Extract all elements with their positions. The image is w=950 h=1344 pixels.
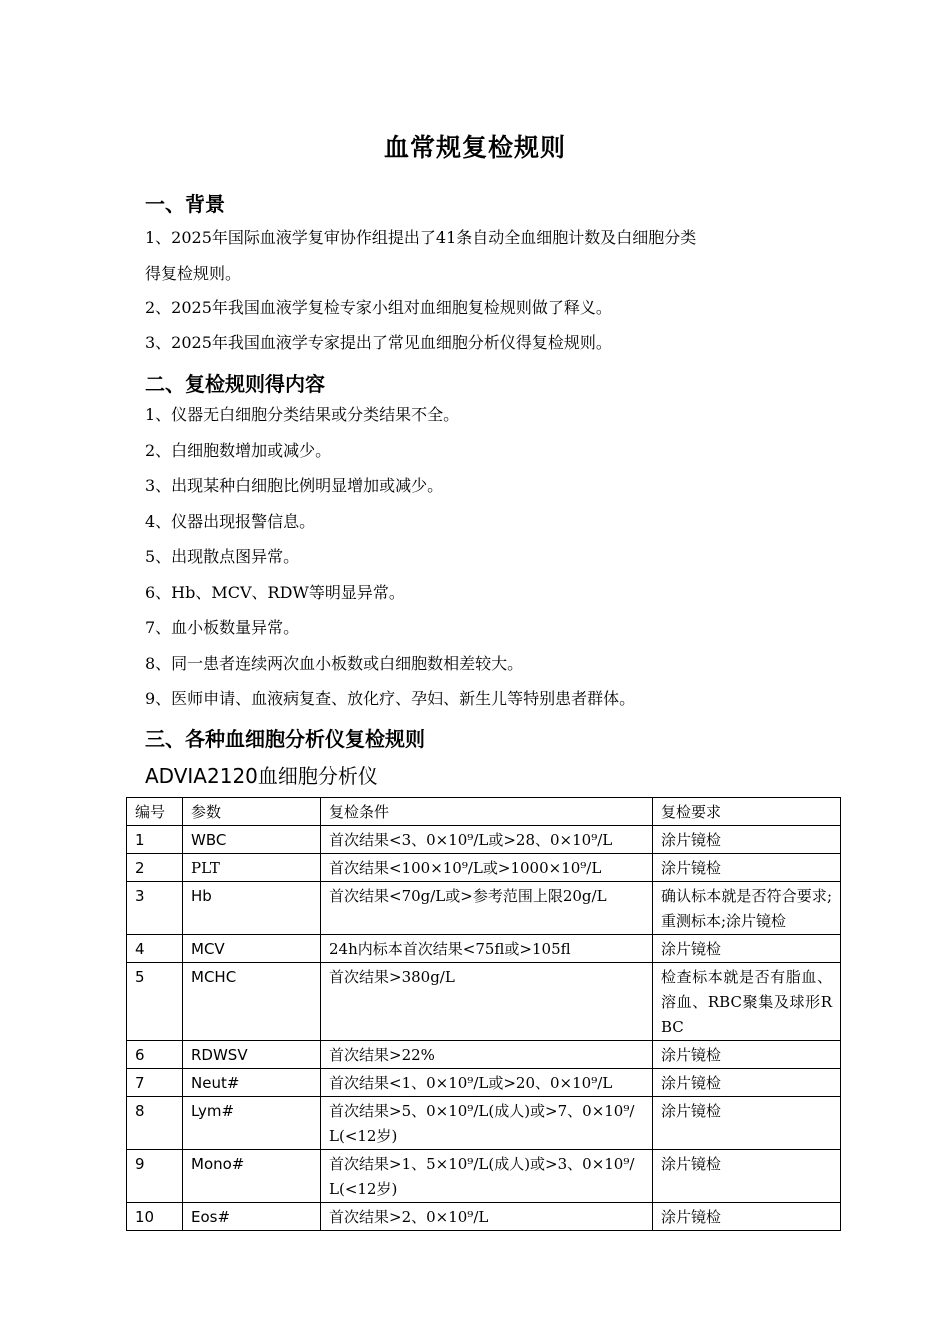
- paragraph: 1、仪器无白细胞分类结果或分类结果不全。: [145, 405, 460, 424]
- table-cell: MCHC: [183, 963, 321, 1041]
- table-row: [127, 854, 841, 882]
- table-row: [127, 935, 841, 963]
- table-cell: 涂片镜检: [653, 826, 841, 854]
- paragraph: 2、2025年我国血液学复检专家小组对血细胞复检规则做了释义。: [145, 298, 612, 317]
- table-row: [127, 882, 841, 935]
- table-cell: 首次结果<1、0×10⁹/L或>20、0×10⁹/L: [321, 1069, 653, 1097]
- table-cell: 涂片镜检: [653, 1097, 841, 1150]
- table-cell: 3: [127, 882, 183, 935]
- paragraph: 2、白细胞数增加或减少。: [145, 441, 332, 460]
- table-cell: 6: [127, 1041, 183, 1069]
- column-header: 复检条件: [321, 798, 653, 826]
- paragraph: 1、2025年国际血液学复审协作组提出了41条自动全血细胞计数及白细胞分类: [145, 228, 697, 247]
- column-header: 参数: [183, 798, 321, 826]
- table-cell: 首次结果<100×10⁹/L或>1000×10⁹/L: [321, 854, 653, 882]
- table-row: [127, 1069, 841, 1097]
- table-cell: 涂片镜检: [653, 1150, 841, 1203]
- column-header: 编号: [127, 798, 183, 826]
- table-row: [127, 1203, 841, 1231]
- table-cell: 涂片镜检: [653, 1041, 841, 1069]
- table-cell: Hb: [183, 882, 321, 935]
- page-title: 血常规复检规则: [383, 133, 566, 162]
- section-heading-content: 二、复检规则得内容: [145, 372, 325, 396]
- table-cell: 检查标本就是否有脂血、溶血、RBC聚集及球形RBC: [653, 963, 841, 1041]
- paragraph: 得复检规则。: [145, 264, 242, 283]
- table-cell: Neut#: [183, 1069, 321, 1097]
- table-cell: Lym#: [183, 1097, 321, 1150]
- section-heading-rules: 三、各种血细胞分析仪复检规则: [145, 727, 425, 751]
- table-cell: WBC: [183, 826, 321, 854]
- table-cell: 1: [127, 826, 183, 854]
- paragraph: 5、出现散点图异常。: [145, 547, 300, 566]
- table-cell: 7: [127, 1069, 183, 1097]
- table-cell: 2: [127, 854, 183, 882]
- paragraph: 4、仪器出现报警信息。: [145, 512, 316, 531]
- table-cell: 24h内标本首次结果<75fl或>105fl: [321, 935, 653, 963]
- table-cell: Mono#: [183, 1150, 321, 1203]
- table-cell: 首次结果>22%: [321, 1041, 653, 1069]
- column-header: 复检要求: [653, 798, 841, 826]
- table-cell: Eos#: [183, 1203, 321, 1231]
- table-cell: 10: [127, 1203, 183, 1231]
- table-header-row: [127, 798, 841, 826]
- table-cell: 首次结果>2、0×10⁹/L: [321, 1203, 653, 1231]
- table-cell: 9: [127, 1150, 183, 1203]
- table-cell: 涂片镜检: [653, 1069, 841, 1097]
- table-row: [127, 1041, 841, 1069]
- table-cell: 首次结果>380g/L: [321, 963, 653, 1041]
- recheck-rules-table: [126, 797, 841, 1231]
- table-cell: 涂片镜检: [653, 1203, 841, 1231]
- table-cell: PLT: [183, 854, 321, 882]
- table-cell: 5: [127, 963, 183, 1041]
- paragraph: 3、出现某种白细胞比例明显增加或减少。: [145, 476, 444, 495]
- table-cell: 首次结果<70g/L或>参考范围上限20g/L: [321, 882, 653, 935]
- paragraph: 6、Hb、MCV、RDW等明显异常。: [145, 583, 405, 602]
- paragraph: 8、同一患者连续两次血小板数或白细胞数相差较大。: [145, 654, 524, 673]
- table-cell: 首次结果>5、0×10⁹/L(成人)或>7、0×10⁹/L(<12岁): [321, 1097, 653, 1150]
- section-heading-background: 一、背景: [145, 192, 225, 216]
- table-cell: 4: [127, 935, 183, 963]
- table-cell: 涂片镜检: [653, 854, 841, 882]
- table-cell: 涂片镜检: [653, 935, 841, 963]
- table-title: ADVIA2120血细胞分析仪: [145, 764, 378, 788]
- table-row: [127, 1097, 841, 1150]
- table-cell: MCV: [183, 935, 321, 963]
- table-row: [127, 826, 841, 854]
- paragraph: 7、血小板数量异常。: [145, 618, 300, 637]
- table-cell: 8: [127, 1097, 183, 1150]
- table-cell: 首次结果<3、0×10⁹/L或>28、0×10⁹/L: [321, 826, 653, 854]
- table-row: [127, 1150, 841, 1203]
- table-row: [127, 963, 841, 1041]
- table-cell: 首次结果>1、5×10⁹/L(成人)或>3、0×10⁹/L(<12岁): [321, 1150, 653, 1203]
- paragraph: 9、医师申请、血液病复查、放化疗、孕妇、新生儿等特别患者群体。: [145, 689, 636, 708]
- table-cell: RDWSV: [183, 1041, 321, 1069]
- table-cell: 确认标本就是否符合要求;重测标本;涂片镜检: [653, 882, 841, 935]
- paragraph: 3、2025年我国血液学专家提出了常见血细胞分析仪得复检规则。: [145, 333, 612, 352]
